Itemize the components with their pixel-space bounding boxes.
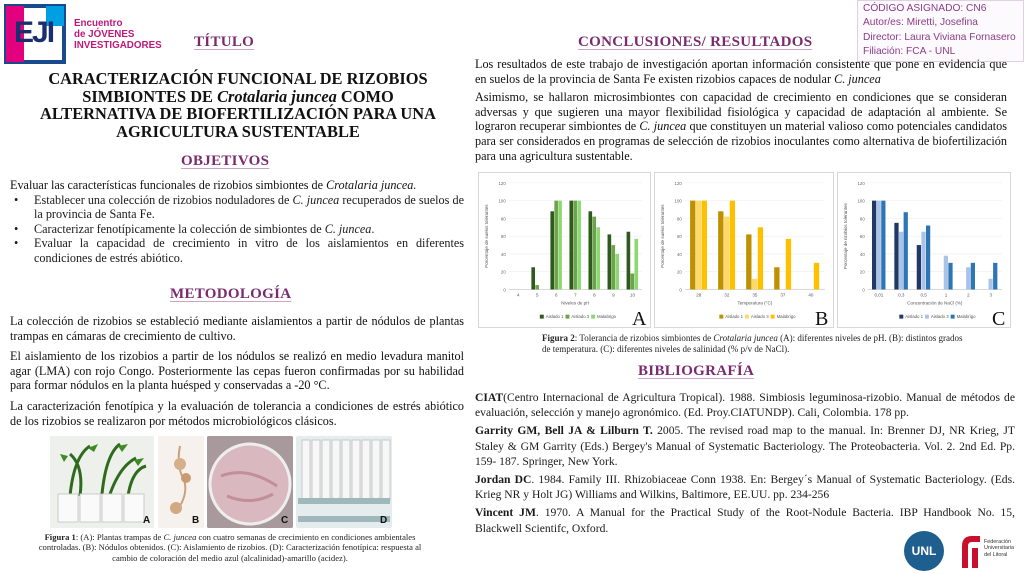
objetivos-list	[10, 193, 464, 266]
y-tick-label: 100	[857, 198, 865, 204]
titulo-label: TÍTULO	[194, 34, 255, 50]
legend-swatch	[899, 315, 903, 319]
x-tick-label: 6	[555, 292, 558, 298]
reference-item: CIAT(Centro Internacional de Agricultura Tropical). 1988. Simbiosis leguminosa-rizobio. Manual de métodos de evaluación, selección y manejo agronómico. (Ed. Proy.CIATUNDP). Cali, Colombia. 178 pp.	[475, 391, 1015, 420]
bar	[554, 201, 558, 290]
chart-salinity-letter: C	[992, 308, 1006, 330]
objetivos-intro: Evaluar las características funcionales de rizobios simbiontes de Crotalaria juncea.	[10, 178, 417, 192]
photo-letter-b: B	[192, 515, 200, 526]
bar	[608, 234, 612, 289]
legend-label: Aislado 1	[725, 314, 744, 320]
logo-line-1: Encuentro	[74, 18, 123, 29]
bar	[690, 201, 695, 290]
legend-swatch	[745, 315, 749, 319]
objetivo-item: • Establecer una colección de rizobios noduladores de C. juncea recuperados de suelos de la provincia de Santa Fe.	[10, 193, 464, 222]
y-tick-label: 120	[857, 180, 865, 186]
conclusiones-section	[475, 57, 1007, 163]
bar	[615, 254, 619, 290]
y-tick-label: 40	[500, 251, 506, 257]
bar	[746, 234, 751, 289]
bar	[752, 279, 757, 290]
bar	[724, 217, 729, 290]
chart-ph-letter: A	[632, 308, 647, 330]
y-tick-label: 60	[859, 234, 865, 240]
legend-label: Aislado 1	[545, 314, 564, 320]
y-axis-label: Porcentaje de suelos tolerantes	[660, 204, 666, 268]
legend-swatch	[540, 315, 544, 319]
chart-temperature	[654, 172, 834, 328]
bar	[758, 227, 763, 289]
y-tick-label: 40	[676, 251, 682, 257]
metodologia-section	[10, 314, 464, 428]
bar	[573, 201, 577, 290]
objetivos-section	[10, 178, 464, 266]
bar	[634, 239, 638, 290]
y-tick-label: 0	[503, 287, 506, 293]
metodologia-p1: La colección de rizobios se estableció mediante aislamientos a partir de nódulos de plantas trampas en cámaras de crecimiento de cultivo.	[10, 314, 464, 343]
y-tick-label: 100	[498, 198, 506, 204]
bar	[948, 263, 952, 290]
federacion-line-2: Universitaria	[984, 545, 1014, 552]
y-tick-label: 80	[859, 216, 865, 222]
bar	[944, 256, 948, 290]
legend-swatch	[771, 315, 775, 319]
x-tick-label: 2	[967, 292, 970, 298]
bar	[921, 232, 925, 290]
legend-swatch	[951, 315, 955, 319]
x-tick-label: 4	[516, 292, 520, 298]
bar	[917, 245, 921, 289]
photo-letter-a: A	[143, 515, 151, 526]
y-tick-label: 20	[859, 269, 865, 275]
y-tick-label: 0	[862, 287, 865, 293]
bar	[592, 217, 596, 290]
y-tick-label: 60	[500, 234, 506, 240]
affiliation: Filiación: FCA - UNL	[863, 46, 956, 58]
bar	[531, 267, 535, 289]
legend-swatch	[925, 315, 929, 319]
bar	[596, 227, 600, 289]
bar	[904, 212, 908, 289]
y-tick-label: 0	[679, 287, 682, 293]
bar	[588, 211, 592, 289]
poster-title	[4, 70, 472, 140]
reference-item: Jordan DC. 1984. Family III. Rhizobiaceae Conn 1938. En: Bergey´s Manual of Systematic Bacteriology. (Eds. Krieg NR y Holt JG) Williams and Wilkins, Baltimore, EE.UU. pp. 234-256	[475, 473, 1016, 502]
bar	[966, 267, 970, 289]
bar	[988, 279, 992, 290]
x-axis-label: Temperatura (°C)	[737, 300, 773, 306]
bar	[730, 201, 735, 290]
bar	[631, 273, 635, 289]
bar	[577, 201, 581, 290]
bar	[702, 201, 707, 290]
eji-logo-letters: EJI	[14, 16, 54, 49]
author: Autor/es: Miretti, Josefina	[863, 17, 978, 29]
federacion-logo-icon	[958, 532, 984, 570]
bibliografia-heading: BIBLIOGRAFÍA	[638, 363, 755, 379]
x-tick-label: 37	[780, 292, 786, 298]
federacion-logo	[958, 531, 1022, 571]
x-tick-label: 32	[724, 292, 730, 298]
chart-ph-svg	[479, 173, 650, 327]
x-tick-label: 7	[574, 292, 577, 298]
bibliografia-section	[475, 390, 1015, 536]
legend-label: Malabrigo	[776, 314, 796, 320]
x-tick-label: 40	[808, 292, 814, 298]
x-axis-label: Niveles de pH	[561, 300, 590, 306]
bar	[926, 226, 930, 290]
title-line-4: AGRICULTURA SUSTENTABLE	[116, 121, 360, 141]
bar	[814, 263, 819, 290]
y-tick-label: 20	[500, 269, 506, 275]
photo-letter-d: D	[380, 515, 388, 526]
title-line-3: ALTERNATIVA DE BIOFERTILIZACIÓN PARA UNA	[40, 104, 436, 124]
conclusiones-p2: Asimismo, se hallaron microsimbiontes con capacidad de crecimiento en condiciones que se consideran adversas y que sugieren una mayor flexibilidad fisiológica y capacidad de adaptación al ambiente. Se lograron recuperar simbiontes de C. juncea que constituyen un material valioso como potenciales candidatos para ser considerados en programas de selección de rizobios inoculantes como alternativa de biofertilización para una agricultura sustentable.	[475, 90, 1007, 163]
director: Director: Laura Viviana Fornasero	[863, 31, 1016, 43]
bar	[971, 263, 975, 290]
bar	[894, 223, 898, 290]
figure-1-caption: Figura 1: (A): Plantas trampas de C. juncea con cuatro semanas de crecimiento en condiciones ambientales controladas. (B): Nódulos obtenidos. (C): Aislamiento de rizobios. (D): Caracterización fenotípica: respuesta al cambio de coloración del medio azul (alcalinidad)-amarillo (acidez).	[38, 532, 422, 563]
unl-logo	[904, 531, 944, 571]
conclusiones-heading: CONCLUSIONES/ RESULTADOS	[578, 34, 813, 50]
photo-letter-c: C	[281, 515, 289, 526]
x-axis-label: Concentración de NaCl (%)	[907, 300, 963, 306]
event-logo	[4, 4, 174, 66]
bar	[993, 263, 997, 290]
bar	[558, 201, 562, 290]
unl-logo-text: UNL	[911, 544, 937, 558]
legend-label: Aislado 3	[930, 314, 949, 320]
chart-salinity-svg	[838, 173, 1010, 327]
bar	[550, 211, 554, 289]
metodologia-heading: METODOLOGÍA	[170, 286, 292, 302]
bar	[881, 201, 885, 290]
assigned-info-box	[857, 0, 1024, 62]
y-tick-label: 20	[676, 269, 682, 275]
y-axis-label: Porcentaje de suelos tolerantes	[483, 204, 489, 268]
x-tick-label: 3	[989, 292, 993, 298]
x-tick-label: 28	[696, 292, 702, 298]
x-tick-label: 8	[593, 292, 596, 298]
chart-temperature-letter: B	[815, 308, 829, 330]
conclusiones-p1: Los resultados de este trabajo de investigación aportan información consistente que pone en evidencia que en suelos de la provincia de Santa Fe existen rizobios capaces de nodular C. juncea	[475, 57, 1007, 86]
bar	[899, 232, 903, 290]
bar	[786, 239, 791, 290]
reference-item: Garrity GM, Bell JA & Lilburn T. 2005. The revised road map to the manual. In: Brenner DJ, NR Krieg, JT Staley & GM Garrity (Eds.) Bergey's Manual of Systematic Bacteriology. The Proteobacteria. Vol. 2. 2nd Ed. Pp. 159- 187. Springer, New York.	[475, 424, 1015, 468]
bar	[569, 201, 573, 290]
x-tick-label: 35	[752, 292, 758, 298]
bar	[872, 201, 876, 290]
x-tick-label: 0,01	[874, 292, 884, 298]
legend-label: Aislado 3	[750, 314, 769, 320]
y-tick-label: 40	[859, 251, 865, 257]
y-tick-label: 80	[500, 216, 506, 222]
x-tick-label: 0,5	[920, 292, 927, 298]
bar	[696, 201, 701, 290]
x-tick-label: 0,3	[898, 292, 905, 298]
legend-label: Aislado 1	[905, 314, 924, 320]
y-tick-label: 60	[676, 234, 682, 240]
y-axis-label: Porcentaje de rizobios tolerantes	[843, 203, 848, 270]
legend-label: Aislado 3	[571, 314, 590, 320]
title-line-1: CARACTERIZACIÓN FUNCIONAL DE RIZOBIOS	[48, 69, 428, 88]
legend-label: Malabrigo	[956, 314, 976, 320]
title-line-2: SIMBIONTES DE Crotalaria juncea COMO	[82, 86, 394, 106]
figure-2-caption: Figura 2: Tolerancia de rizobios simbiontes de Crotalaria juncea (A): diferentes niveles de pH. (B): distintos grados de temperatura. (C): diferentes niveles de salinidad (% p/v de NaCl).	[542, 333, 963, 354]
federacion-line-1: Federación	[984, 539, 1011, 545]
x-tick-label: 9	[612, 292, 615, 298]
reference-item: Vincent JM. 1970. A Manual for the Practical Study of the Root-Nodule Bacteria. IBP Handbook No. 15, Blackwell Scientifc, Oxford.	[475, 506, 1015, 535]
chart-temperature-svg	[655, 173, 833, 327]
y-tick-label: 120	[674, 180, 682, 186]
bar	[535, 285, 539, 289]
objetivos-heading: OBJETIVOS	[181, 153, 270, 169]
bar	[718, 211, 723, 289]
objetivo-item: • Caracterizar fenotípicamente la colección de simbiontes de C. juncea.	[10, 222, 464, 237]
x-tick-label: 10	[629, 292, 635, 298]
logo-line-2: de JÓVENES	[74, 29, 135, 40]
x-tick-label: 5	[536, 292, 539, 298]
logo-line-3: INVESTIGADORES	[74, 40, 162, 51]
objetivo-item: • Evaluar la capacidad de crecimiento in vitro de los aislamientos en diferentes condiciones de estrés abiótico.	[10, 236, 464, 265]
bar	[627, 232, 631, 290]
legend-label: Malabrigo	[597, 314, 617, 320]
federacion-line-3: del Litoral	[984, 551, 1008, 558]
y-tick-label: 120	[498, 180, 506, 186]
bar	[877, 201, 881, 290]
bar	[774, 267, 779, 289]
legend-swatch	[591, 315, 595, 319]
legend-swatch	[719, 315, 723, 319]
x-tick-label: 1	[944, 292, 948, 298]
metodologia-p2: El aislamiento de los rizobios a partir de los nódulos se realizó en medio levadura manitol agar (LMA) con rojo Congo. Posteriormente las cepas fueron confirmadas por su habilidad para formar nódulos en la planta huésped y conservadas a -20 °C.	[10, 349, 464, 393]
photo-trap-plants	[50, 436, 154, 528]
y-tick-label: 80	[676, 216, 682, 222]
chart-ph	[478, 172, 651, 328]
bar	[611, 245, 615, 289]
y-tick-label: 100	[674, 198, 682, 204]
assigned-code: CÓDIGO ASIGNADO: CN6	[863, 3, 987, 14]
photo-test-tubes	[296, 436, 392, 528]
legend-swatch	[565, 315, 569, 319]
metodologia-p3: La caracterización fenotípica y la evaluación de tolerancia a condiciones de estrés abiótico de los rizobios se realizaron por métodos microbiológicos clásicos.	[10, 398, 464, 428]
chart-salinity	[837, 172, 1011, 328]
